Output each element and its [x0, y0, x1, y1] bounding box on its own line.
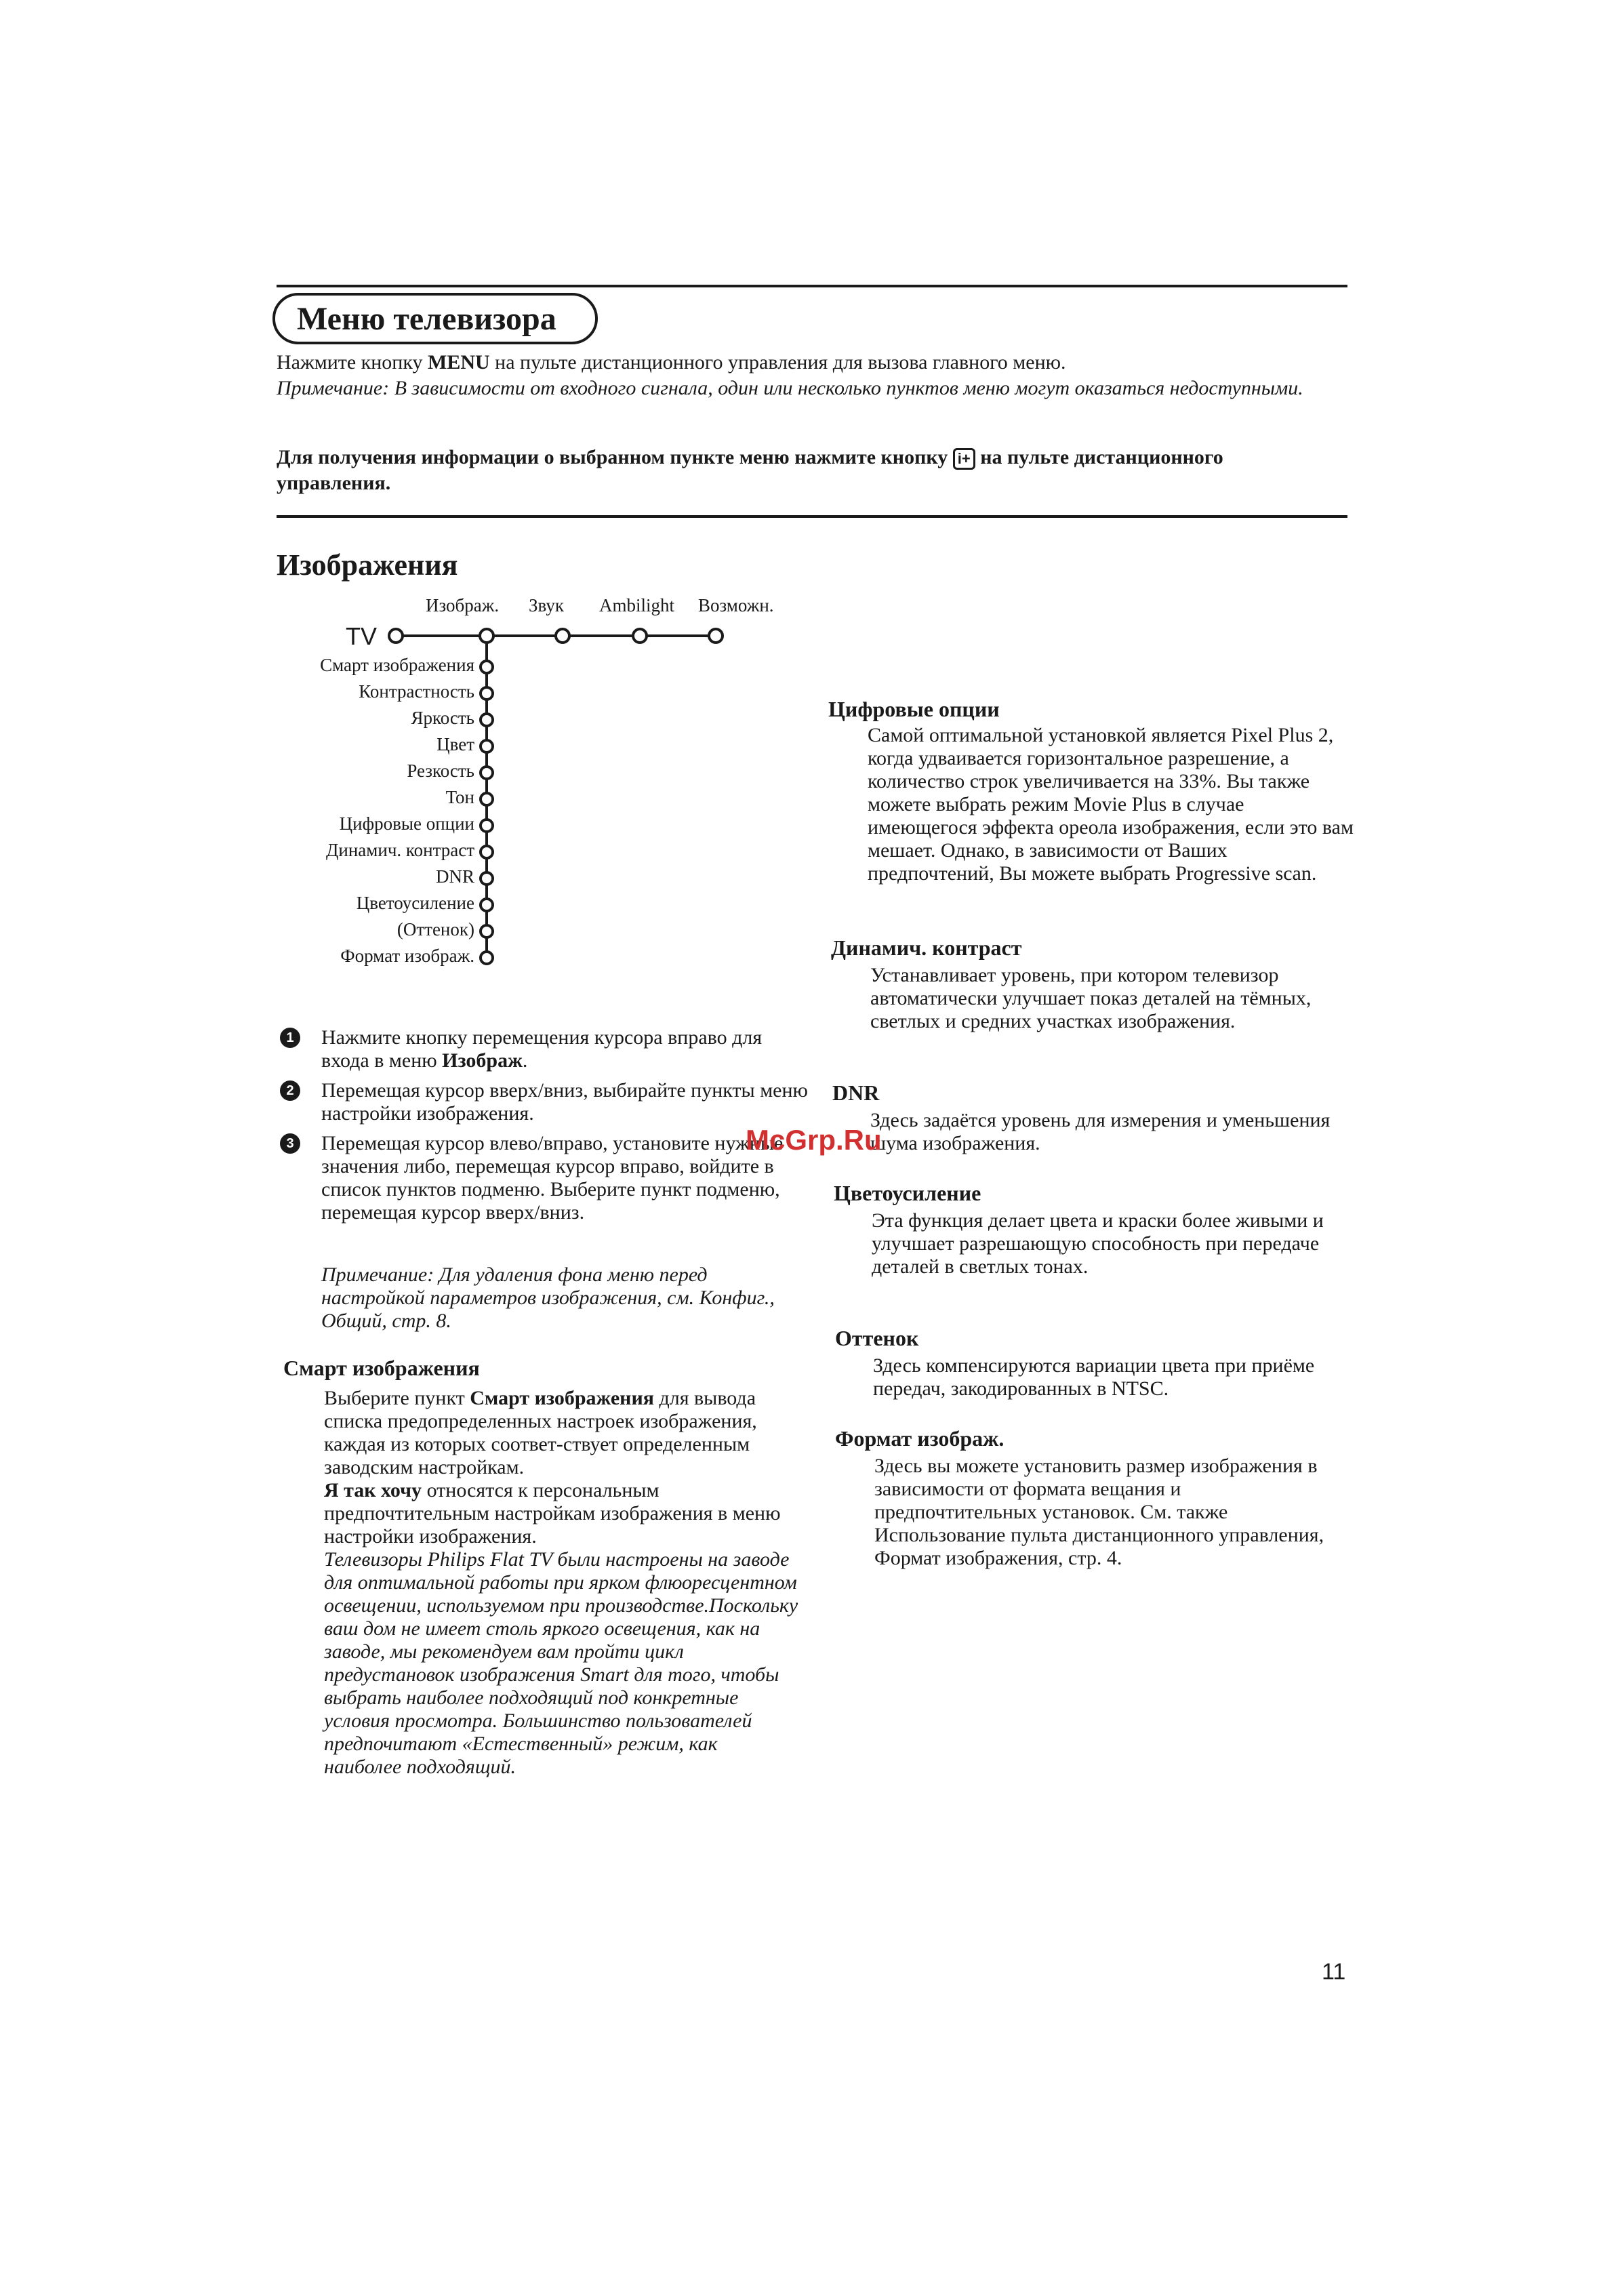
sub-item-3: Яркость [411, 708, 474, 728]
top-item-3: Ambilight [599, 595, 675, 615]
smart-heading: Смарт изображения [283, 1356, 480, 1380]
tv-label: TV [346, 622, 378, 650]
sub-item-5: Резкость [407, 761, 474, 781]
step-1: 1 Нажмите кнопку перемещения курсора вправо для входа в меню Изображ. [282, 1026, 811, 1072]
right-text-dyncontrast: Устанавливает уровень, при котором телевизор автоматически улучшает показ деталей на тёмных, светлых и средних участках изображения. [870, 964, 1312, 1032]
node-sub-10 [481, 899, 493, 911]
watermark: McGrp.Ru [746, 1124, 882, 1156]
smart-body: Выберите пункт Смарт изображения для вывода списка предопределенных настроек изображения, каждая из которых соответ-ствует определенным заводским настройкам. Я так хочу относятся к персональным предпочтительным настройкам изображения в меню настройки изображения. Телевизоры Philips Flat TV были настроены на заводе для оптимальной работы при ярком флюоресцентном освещении, используемом при производстве.Поскольку ваш дом не имеет столь яркого освещения, как на заводе, мы рекомендуем вам пройти цикл предустановок изображения Smart для того, чтобы выбрать наиболее подходящий под конкретные условия просмотра. Большинство пользователей предпочитают «Естественный» режим, как наиболее подходящий. [324, 1387, 798, 1778]
sub-item-6: Тон [445, 787, 474, 807]
menu-tree-lines [0, 0, 1624, 1017]
right-heading-format: Формат изображ. [835, 1426, 1004, 1451]
intro-note: Примечание: В зависимости от входного сигнала, один или несколько пунктов меню могут оказаться недоступными. [277, 377, 1303, 399]
right-text-hue: Здесь компенсируются вариации цвета при приёме передач, закодированных в NTSC. [873, 1354, 1315, 1400]
right-heading-hue: Оттенок [835, 1326, 919, 1350]
top-item-4: Возможн. [698, 595, 774, 615]
node-sub-11 [481, 925, 493, 937]
node-top-1 [480, 629, 493, 643]
node-sub-7 [481, 820, 493, 832]
top-item-1: Изображ. [426, 595, 500, 615]
node-sub-2 [481, 687, 493, 700]
right-text-digital: Самой оптимальной установкой является Pixel Plus 2, когда удваивается горизонтальное разрешение, а количество строк увеличивается на 33%. Вы также можете выбрать режим Movie Plus в случае имеющегося эффекта ореола изображения, если это вам мешает. Однако, в зависимости от Ваших предпочтений, Вы можете выбрать Progressive scan. [868, 724, 1354, 885]
right-heading-dyncontrast: Динамич. контраст [831, 935, 1022, 960]
node-top-2 [556, 629, 569, 643]
node-top-3 [633, 629, 647, 643]
info-key-icon: i+ [953, 448, 975, 470]
step-number-1: 1 [280, 1028, 300, 1048]
right-heading-coloraug: Цветоусиление [834, 1181, 981, 1205]
sub-item-8: Динамич. контраст [325, 840, 474, 860]
right-text-coloraug: Эта функция делает цвета и краски более живыми и улучшает разрешающую способность при передаче деталей в светлых тонах. [872, 1209, 1324, 1278]
node-sub-4 [481, 740, 493, 752]
info-line: Для получения информации о выбранном пункте меню нажмите кнопку i+ на пульте дистанционного управления. [277, 446, 1223, 494]
node-sub-6 [481, 793, 493, 805]
left-note: Примечание: Для удаления фона меню перед настройкой параметров изображения, см. Конфиг., Общий, стр. 8. [321, 1264, 775, 1332]
right-heading-digital: Цифровые опции [828, 697, 1000, 721]
node-tv [389, 629, 403, 643]
section-title: Изображения [277, 548, 458, 582]
node-top-4 [709, 629, 723, 643]
node-sub-1 [481, 661, 493, 673]
right-heading-dnr: DNR [832, 1080, 880, 1105]
step-3: 3 Перемещая курсор влево/вправо, установите нужные значения либо, перемещая курсор вправо, войдите в список пунктов подменю. Выберите пункт подменю, перемещая курсор вверх/вниз. [282, 1132, 811, 1224]
node-sub-8 [481, 846, 493, 858]
intro-line: Нажмите кнопку MENU на пульте дистанционного управления для вызова главного меню. [277, 351, 1066, 373]
node-sub-3 [481, 714, 493, 726]
node-sub-5 [481, 767, 493, 779]
page-number: 11 [1322, 1959, 1346, 1985]
step-number-3: 3 [280, 1133, 300, 1154]
sub-item-4: Цвет [437, 734, 474, 754]
sub-item-9: DNR [435, 866, 474, 887]
sub-item-1: Смарт изображения [320, 655, 474, 675]
sub-item-2: Контрастность [359, 681, 474, 702]
sub-item-7: Цифровые опции [339, 813, 474, 834]
step-number-2: 2 [280, 1080, 300, 1101]
top-item-2: Звук [529, 595, 564, 615]
right-text-format: Здесь вы можете установить размер изображения в зависимости от формата вещания и предпочтительных установок. См. также Использование пульта дистанционного управления, Формат изображения, стр. 4. [874, 1455, 1324, 1569]
menu-key-label: MENU [428, 351, 490, 373]
step-2: 2 Перемещая курсор вверх/вниз, выбирайте пункты меню настройки изображения. [282, 1079, 811, 1125]
page-title-text: Меню телевизора [297, 300, 556, 337]
right-text-dnr: Здесь задаётся уровень для измерения и уменьшения шума изображения. [870, 1109, 1331, 1154]
node-sub-12 [481, 952, 493, 964]
node-sub-9 [481, 872, 493, 885]
sub-item-12: Формат изображ. [340, 946, 474, 966]
sub-item-10: Цветоусиление [356, 893, 474, 913]
sub-item-11: (Оттенок) [397, 919, 474, 940]
